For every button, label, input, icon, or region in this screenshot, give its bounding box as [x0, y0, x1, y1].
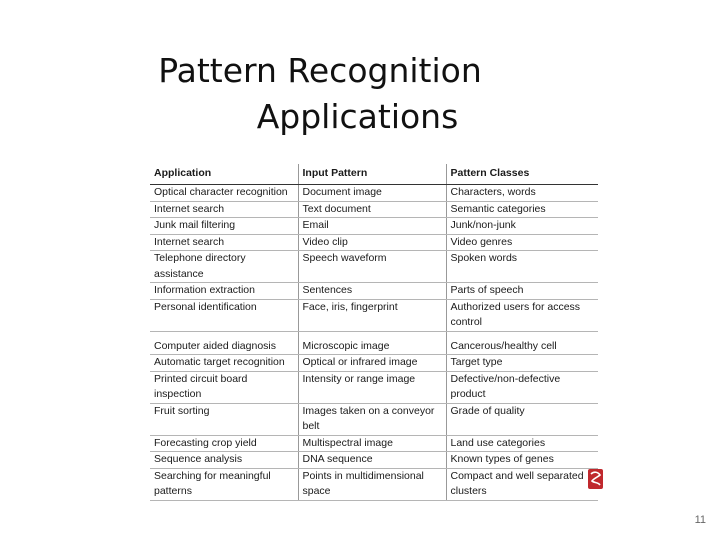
header-input-pattern: Input Pattern [298, 164, 446, 185]
cell-application: Optical character recognition [150, 185, 298, 202]
cell-input-pattern: Video clip [298, 234, 446, 251]
cell-application: Information extraction [150, 283, 298, 300]
cell-application: Telephone directory assistance [150, 251, 298, 283]
cell-application: Fruit sorting [150, 403, 298, 435]
cell-input-pattern: Document image [298, 185, 446, 202]
table-row [150, 201, 598, 218]
title-line-2: Applications [256, 97, 459, 136]
table-row [150, 283, 598, 300]
cell-pattern-classes: Defective/non-defective product [446, 371, 598, 403]
cell-input-pattern: Intensity or range image [298, 371, 446, 403]
cell-input-pattern: Sentences [298, 283, 446, 300]
table-row [150, 355, 598, 372]
cell-application: Automatic target recognition [150, 355, 298, 372]
cell-application: Internet search [150, 201, 298, 218]
cell-application: Searching for meaningful patterns [150, 468, 298, 500]
cell-pattern-classes: Video genres [446, 234, 598, 251]
table-row [150, 218, 598, 235]
table-row [150, 435, 598, 452]
cell-input-pattern: Text document [298, 201, 446, 218]
header-pattern-classes: Pattern Classes [446, 164, 598, 185]
applications-table [150, 164, 598, 501]
table-row [150, 299, 598, 331]
cell-input-pattern: Email [298, 218, 446, 235]
title-line-1: Pattern Recognition [158, 51, 482, 90]
cell-pattern-classes: Parts of speech [446, 283, 598, 300]
table-row [150, 452, 598, 469]
cell-input-pattern: Speech waveform [298, 251, 446, 283]
table-row [150, 185, 598, 202]
table-row [150, 331, 598, 355]
applications-table-container [150, 164, 598, 501]
cell-pattern-classes: Grade of quality [446, 403, 598, 435]
cell-application: Internet search [150, 234, 298, 251]
cell-application: Forecasting crop yield [150, 435, 298, 452]
cell-pattern-classes: Compact and well separated clusters [446, 468, 598, 500]
table-row [150, 468, 598, 500]
cell-input-pattern: Multispectral image [298, 435, 446, 452]
cell-application: Printed circuit board inspection [150, 371, 298, 403]
cell-input-pattern: Images taken on a conveyor belt [298, 403, 446, 435]
cell-input-pattern: Microscopic image [298, 331, 446, 355]
cell-pattern-classes: Spoken words [446, 251, 598, 283]
cell-pattern-classes: Authorized users for access control [446, 299, 598, 331]
cell-application: Personal identification [150, 299, 298, 331]
page-number: 11 [694, 514, 706, 526]
header-application: Application [150, 164, 298, 185]
cell-application: Sequence analysis [150, 452, 298, 469]
cell-pattern-classes: Junk/non-junk [446, 218, 598, 235]
cell-input-pattern: Optical or infrared image [298, 355, 446, 372]
cell-pattern-classes: Land use categories [446, 435, 598, 452]
cell-pattern-classes: Characters, words [446, 185, 598, 202]
cell-input-pattern: Points in multidimensional space [298, 468, 446, 500]
cell-pattern-classes: Semantic categories [446, 201, 598, 218]
red-emblem-icon [588, 469, 603, 489]
cell-pattern-classes: Cancerous/healthy cell [446, 331, 598, 355]
slide-title [0, 48, 720, 140]
table-row [150, 371, 598, 403]
table-row [150, 403, 598, 435]
table-row [150, 251, 598, 283]
cell-pattern-classes: Target type [446, 355, 598, 372]
cell-application: Junk mail filtering [150, 218, 298, 235]
cell-pattern-classes: Known types of genes [446, 452, 598, 469]
table-row [150, 234, 598, 251]
cell-input-pattern: Face, iris, fingerprint [298, 299, 446, 331]
table-header-row [150, 164, 598, 185]
cell-application: Computer aided diagnosis [150, 331, 298, 355]
cell-input-pattern: DNA sequence [298, 452, 446, 469]
